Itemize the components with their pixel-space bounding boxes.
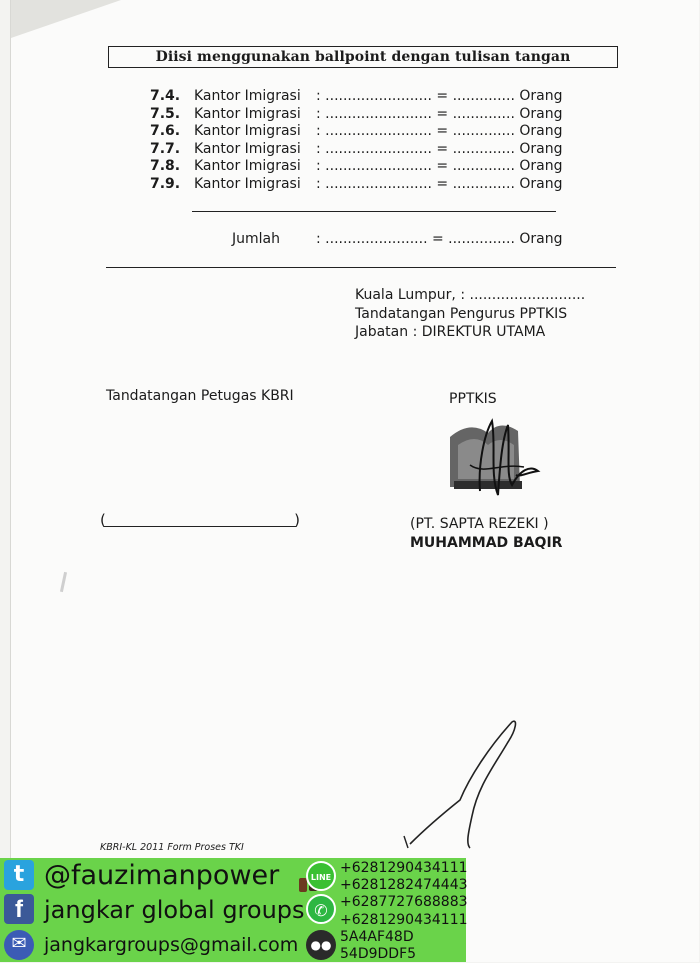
row-number: 7.8. bbox=[150, 158, 181, 175]
row-number: 7.4. bbox=[150, 88, 181, 104]
company-stamp-signature bbox=[440, 415, 550, 505]
company-block bbox=[410, 515, 562, 553]
signer-position: Jabatan : DIREKTUR UTAMA bbox=[355, 324, 546, 340]
row-fill-field: : ........................ = .............. Orang bbox=[316, 158, 563, 175]
kbri-signature-line bbox=[100, 511, 300, 529]
kbri-signature-label: Tandatangan Petugas KBRI bbox=[106, 388, 294, 404]
page-corner-fold bbox=[11, 0, 121, 38]
total-fill-field: : ....................... = ............... Orang bbox=[316, 231, 563, 247]
line-phone-1[interactable]: +6281290434111 bbox=[340, 860, 468, 876]
total-label: Jumlah bbox=[232, 231, 280, 247]
facebook-icon: f bbox=[4, 894, 34, 924]
row-fill-field: : ........................ = .............. Orang bbox=[316, 88, 563, 104]
pptkis-label: PPTKIS bbox=[449, 391, 497, 407]
form-footer-code: KBRI-KL 2011 Form Proses TKI bbox=[100, 842, 244, 853]
whatsapp-phone-1[interactable]: +6287727688883 bbox=[340, 894, 468, 910]
row-fill-field: : ........................ = .............. Orang bbox=[316, 123, 563, 140]
row-label: Kantor Imigrasi bbox=[194, 140, 301, 157]
line-phone-2[interactable]: +6281282474443 bbox=[340, 877, 468, 893]
handwritten-signature bbox=[400, 716, 530, 852]
contact-banner bbox=[0, 858, 466, 962]
row-number: 7.5. bbox=[150, 105, 181, 122]
row-label: Kantor Imigrasi bbox=[194, 88, 301, 104]
row-number: 7.9. bbox=[150, 175, 181, 192]
row-number: 7.6. bbox=[150, 123, 181, 140]
row-label: Kantor Imigrasi bbox=[194, 175, 301, 192]
row-fill-field: : ........................ = .............. Orang bbox=[316, 105, 563, 122]
bbm-pin-1[interactable]: 5A4AF48D bbox=[340, 929, 414, 945]
signature-paren-close: ) bbox=[294, 511, 300, 529]
blackberry-icon: ●● bbox=[306, 930, 336, 960]
row-label: Kantor Imigrasi bbox=[194, 158, 301, 175]
row-fill-field: : ........................ = .............. Orang bbox=[316, 140, 563, 157]
place-date-line: Kuala Lumpur, : .......................... bbox=[355, 287, 586, 303]
facebook-name[interactable]: jangkar global groups bbox=[44, 896, 305, 924]
row-number: 7.7. bbox=[150, 140, 181, 157]
twitter-icon: t bbox=[4, 860, 34, 890]
company-name: (PT. SAPTA REZEKI ) bbox=[410, 516, 549, 532]
signature-paren-open: ( bbox=[100, 511, 106, 529]
email-icon: ✉ bbox=[4, 930, 34, 960]
signer-info-block bbox=[355, 286, 585, 342]
whatsapp-icon: ✆ bbox=[306, 894, 336, 924]
row-fill-field: : ........................ = .............. Orang bbox=[316, 175, 563, 192]
row-label: Kantor Imigrasi bbox=[194, 123, 301, 140]
bbm-pin-2[interactable]: 54D9DDF5 bbox=[340, 946, 417, 962]
whatsapp-phone-2[interactable]: +6281290434111 bbox=[340, 912, 468, 928]
twitter-handle[interactable]: @fauzimanpower bbox=[44, 860, 280, 891]
email-address[interactable]: jangkargroups@gmail.com bbox=[44, 934, 299, 956]
section-divider bbox=[106, 267, 616, 268]
line-icon: LINE bbox=[306, 861, 336, 891]
signer-title: Tandatangan Pengurus PPTKIS bbox=[355, 305, 568, 322]
director-name: MUHAMMAD BAQIR bbox=[410, 535, 563, 551]
form-instruction-header: Diisi menggunakan ballpoint dengan tulisan tangan bbox=[108, 46, 618, 68]
subtotal-divider bbox=[192, 211, 556, 212]
row-label: Kantor Imigrasi bbox=[194, 105, 301, 122]
